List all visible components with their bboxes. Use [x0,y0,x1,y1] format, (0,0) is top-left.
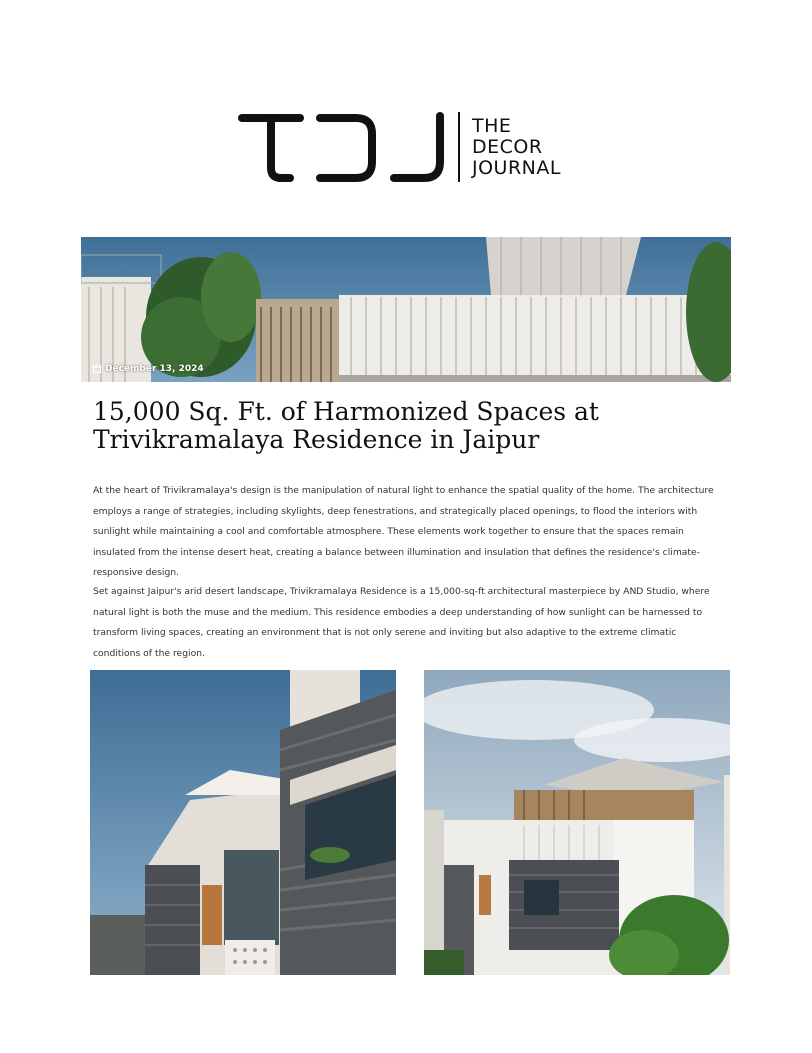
hero-image[interactable] [81,237,731,382]
article-date [93,364,204,374]
tdj-logo-mark [238,110,444,184]
article-title: 15,000 Sq. Ft. of Harmonized Spaces at Trivikramalaya Residence in Jaipur [93,397,599,454]
logo-line-the: THE [472,114,512,137]
residence-elevation-photo [424,670,730,975]
hero-photo [81,237,731,382]
logo-line-journal: JOURNAL [472,156,561,179]
article-paragraph-2: Set against Jaipur's arid desert landscape, Trivikramalaya Residence is a 15,000-sq-ft architectural masterpiece by AND Studio, where natural light is both the muse and the medium. This residence embodies a deep understanding of how sunlight can be harnessed to transform living spaces, creating an environment that is not only serene and inviting but also adaptive to the extreme climatic conditions of the region. [93,586,710,659]
site-logo[interactable] [238,108,561,186]
calendar-icon [93,365,101,373]
article-date-text: December 13, 2024 [105,364,204,374]
article-paragraph-1: At the heart of Trivikramalaya's design is the manipulation of natural light to enhance the spatial quality of the home. The architecture employs a range of strategies, including skylights, deep fenestrations, and strategically placed openings, to flood the interiors with sunlight while maintaining a cool and comfortable atmosphere. These elements work together to ensure that the spaces remain insulated from the intense desert heat, creating a balance between illumination and insulation that defines the residence's climate-responsive design. [93,485,714,578]
gallery-image-left[interactable] [90,670,396,975]
logo-divider [458,112,460,182]
residence-facade-photo [90,670,396,975]
gallery-image-right[interactable] [424,670,730,975]
logo-line-decor: DECOR [472,135,543,158]
logo-wordmark [472,116,561,179]
